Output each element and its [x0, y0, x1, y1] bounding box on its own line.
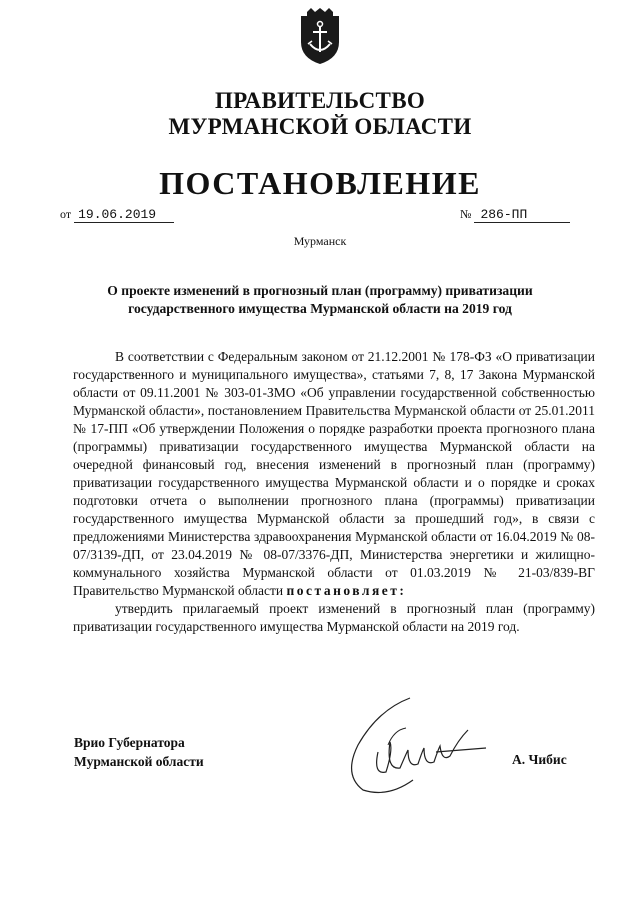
decree-word: постановляет: — [286, 583, 407, 598]
date-value: 19.06.2019 — [74, 207, 174, 223]
signatory-title-line2: Мурманской области — [74, 754, 204, 769]
handwritten-signature-icon — [318, 690, 488, 800]
org-name-line1: ПРАВИТЕЛЬСТВО — [214, 88, 426, 113]
body-paragraph — [73, 348, 595, 600]
signatory-title-line1: Врио Губернатора — [74, 735, 185, 750]
date-field — [60, 207, 174, 223]
number-value: 286-ПП — [474, 207, 570, 223]
city-name: Мурманск — [293, 234, 347, 248]
body-paragraph: утвердить прилагаемый проект изменений в прогнозный план (программу) приватизации государственного имущества Мурманской области на 2019 год. — [73, 601, 595, 634]
date-prefix: от — [60, 207, 72, 221]
document-body — [73, 348, 595, 636]
org-name-line2: МУРМАНСКОЙ ОБЛАСТИ — [168, 114, 472, 139]
document-subject: О проекте изменений в прогнозный план (программу) приватизации государственного имущества Мурманской области на 2019 год — [107, 283, 533, 316]
document-type-title: ПОСТАНОВЛЕНИЕ — [159, 165, 481, 201]
signer-name: А. Чибис — [512, 752, 567, 767]
coat-of-arms-icon — [297, 8, 343, 66]
preamble-text: В соответствии с Федеральным законом от 21.12.2001 № 178-ФЗ «О приватизации государственного и муниципального имущества», статьями 7, 8, 17 Закона Мурманской области от 09.11.2001 № 303-01-ЗМО «Об управлении государственной собственностью Мурманской области», постановлением Правительства Мурманской области от 25.01.2011 № 17-ПП «Об утверждении Положения о порядке разработки проекта прогнозного плана (программы) приватизации государственного имущества Мурманской области на очередной финансовый год, внесения изменений в прогнозный план (программу) приватизации государственного имущества Мурманской области и о порядке и сроках подготовки отчета о выполнении прогнозного плана (программы) приватизации государственного имущества Мурманской области за прошедший год», в связи с предложениями Министерства здравоохранения Мурманской области от 16.04.2019 № 08-07/3139-ДП, от 23.04.2019 № 08-07/3376-ДП, Министерства энергетики и жилищно-коммунального хозяйства Мурманской области от 01.03.2019 № 21-03/839-ВГ Правительство Мурманской области — [73, 349, 595, 598]
number-prefix: № — [460, 207, 472, 221]
number-field — [460, 207, 570, 223]
signatory-title — [74, 733, 204, 771]
